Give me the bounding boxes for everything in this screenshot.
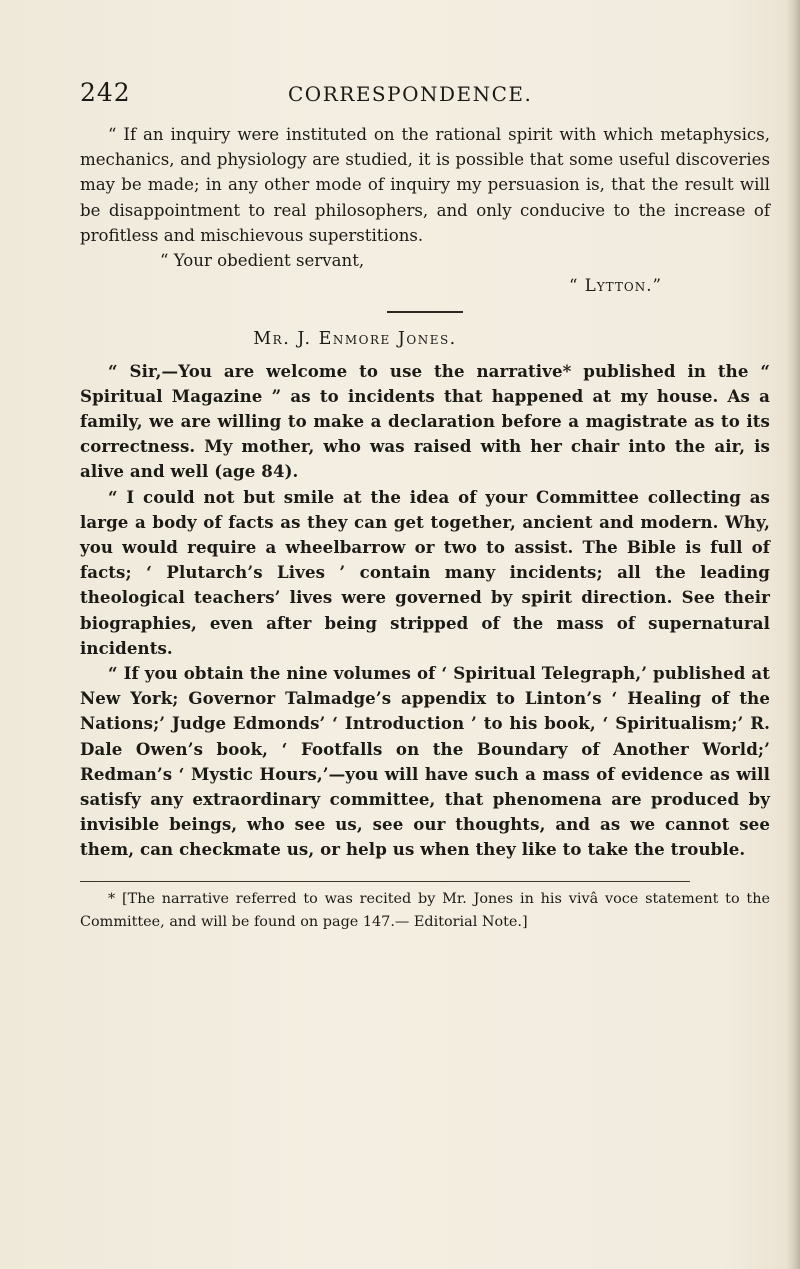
footnote-divider <box>80 881 690 882</box>
letter2-paragraph-2: “ I could not but smile at the idea of your Committee collecting as large a body of facts as they can get together, ancient and modern. Why, you would require a wheelbarrow or two to assist. The Bible is full of facts; ‘ Plutarch’s Lives ’ contain many incidents; all the leading theological teachers’ lives were governed by spirit direction. See their biographies, even after being stripped of the mass of supernatural incidents. <box>80 486 770 658</box>
page-header <box>80 78 760 118</box>
section-divider <box>387 311 463 313</box>
page-number: 242 <box>80 78 131 107</box>
running-title: CORRESPONDENCE. <box>288 82 533 106</box>
letter2-paragraph-1: “ Sir,—You are welcome to use the narrative* published in the “ Spiritual Magazine ” as to incidents that happened at my house. As a family, we are willing to make a declaration before a magistrate as to its correctness. My mother, who was raised with her chair into the air, is alive and well (age 84). <box>80 360 770 482</box>
letter2-paragraph-3: “ If you obtain the nine volumes of ‘ Spiritual Telegraph,’ published at New York; Governor Talmadge’s appendix to Linton’s ‘ Healing of the Nations;’ Judge Edmonds’ ‘ Introduction ’ to his book, ‘ Spiritualism;’ R. Dale Owen’s book, ‘ Footfalls on the Boundary of Another World;’ Redman’s ‘ Mystic Hours,’—you will have such a mass of evidence as will satisfy any extraordinary committee, that phenomena are produced by invisible beings, who see us, see our thoughts, and as we cannot see them, can checkmate us, or help us when they like to take the trouble. <box>80 663 770 860</box>
letter1-closing: “ Your obedient servant, <box>160 251 365 271</box>
page-body <box>80 122 770 934</box>
page-edge-shadow <box>786 0 800 1269</box>
letter1-paragraph: “ If an inquiry were instituted on the rational spirit with which metaphysics, mechanics, and physiology are studied, it is possible that some useful discoveries may be made; in any other mode of inquiry my persuasion is, that the result will be disappointment to real philosophers, and only conducive to the increase of profitless and mischievous superstitions. <box>80 125 770 245</box>
letter2-heading: Mr. J. Enmore Jones. <box>253 329 457 350</box>
footnote: * [The narrative referred to was recited by Mr. Jones in his vivâ voce statement to the Committee, and will be found on page 147.— Editorial Note.] <box>80 890 770 930</box>
letter1-signature: “ Lytton.” <box>568 276 662 296</box>
